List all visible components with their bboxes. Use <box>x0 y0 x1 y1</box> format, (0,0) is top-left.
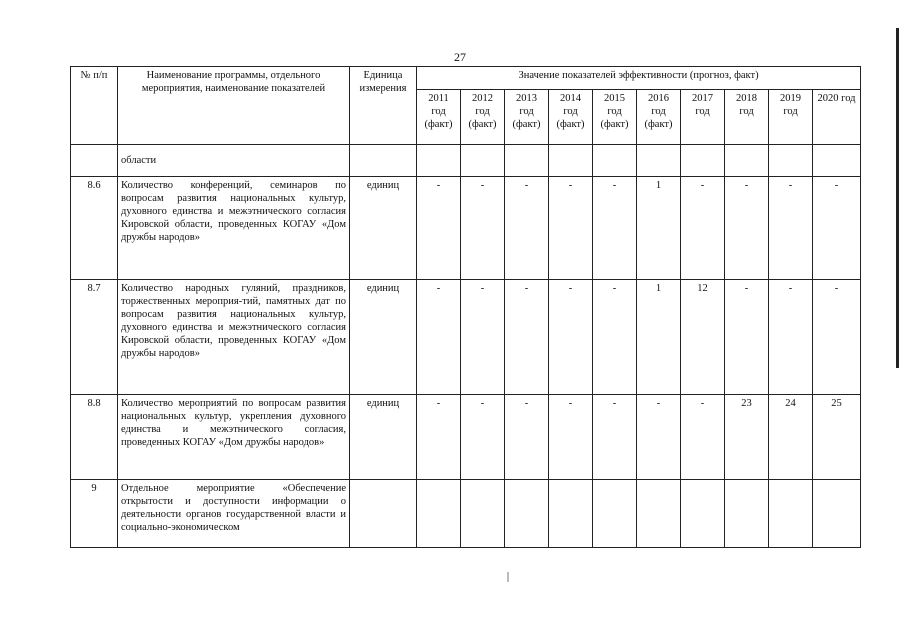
header-year: 2015 год (факт) <box>593 90 637 145</box>
scan-artifact <box>507 572 509 582</box>
row-value <box>637 480 681 548</box>
row-value: - <box>549 280 593 395</box>
header-name: Наименование программы, отдельного мероприятия, наименование показателей <box>118 67 350 145</box>
row-value: - <box>725 280 769 395</box>
header-row-top <box>71 67 861 90</box>
row-value: 1 <box>637 177 681 280</box>
row-value <box>769 480 813 548</box>
row-value: - <box>637 395 681 480</box>
row-name: области <box>118 145 350 177</box>
row-number: 8.8 <box>71 395 118 480</box>
row-value: 12 <box>681 280 725 395</box>
row-name: Количество конференций, семинаров по вопросам развития национальных культур, духовного единства и межэтнического согласия Кировской области, проведенных КОГАУ «Дом дружбы народов» <box>118 177 350 280</box>
header-year: 2017 год <box>681 90 725 145</box>
header-num: № п/п <box>71 67 118 145</box>
table-row <box>71 177 861 280</box>
row-unit: единиц <box>350 280 417 395</box>
row-value: - <box>461 177 505 280</box>
row-value: - <box>813 177 861 280</box>
row-value <box>549 480 593 548</box>
header-year: 2014 год (факт) <box>549 90 593 145</box>
row-name: Отдельное мероприятие «Обеспечение открытости и доступности информации о деятельности органов государственной власти и социально-экономическом <box>118 480 350 548</box>
row-value: - <box>417 395 461 480</box>
row-value: - <box>725 177 769 280</box>
scan-edge-rule <box>896 28 899 368</box>
table-row <box>71 480 861 548</box>
row-value: - <box>593 395 637 480</box>
row-value: 24 <box>769 395 813 480</box>
row-unit: единиц <box>350 395 417 480</box>
row-value <box>593 480 637 548</box>
row-value: - <box>593 177 637 280</box>
row-value: - <box>461 280 505 395</box>
header-year: 2013 год (факт) <box>505 90 549 145</box>
row-number: 9 <box>71 480 118 548</box>
row-value: - <box>417 280 461 395</box>
row-unit <box>350 145 417 177</box>
row-value <box>769 145 813 177</box>
row-value: - <box>681 177 725 280</box>
row-value <box>813 480 861 548</box>
row-value <box>813 145 861 177</box>
row-value: - <box>769 280 813 395</box>
row-value: - <box>549 395 593 480</box>
row-value: - <box>769 177 813 280</box>
row-value <box>593 145 637 177</box>
row-number <box>71 145 118 177</box>
row-value <box>417 145 461 177</box>
row-value: 1 <box>637 280 681 395</box>
row-value: - <box>549 177 593 280</box>
table-row <box>71 145 861 177</box>
row-value <box>681 145 725 177</box>
header-year: 2019 год <box>769 90 813 145</box>
row-value: - <box>505 177 549 280</box>
page-number: 27 <box>454 50 466 64</box>
row-value: - <box>813 280 861 395</box>
header-year: 2012 год (факт) <box>461 90 505 145</box>
row-value <box>637 145 681 177</box>
row-value: - <box>505 395 549 480</box>
indicators-table <box>70 66 861 548</box>
row-unit <box>350 480 417 548</box>
row-value: - <box>461 395 505 480</box>
row-value: 25 <box>813 395 861 480</box>
row-value <box>505 480 549 548</box>
header-year: 2011 год (факт) <box>417 90 461 145</box>
row-value <box>681 480 725 548</box>
row-name: Количество народных гуляний, праздников, торжественных мероприя-тий, памятных дат по вопросам развития национальных культур, духовного единства и межэтнического согласия Кировской области, проведенных КОГАУ «Дом дружбы народов» <box>118 280 350 395</box>
table-row <box>71 280 861 395</box>
row-value <box>461 145 505 177</box>
row-value <box>505 145 549 177</box>
header-year: 2018 год <box>725 90 769 145</box>
row-value: - <box>417 177 461 280</box>
header-unit: Единица измерения <box>350 67 417 145</box>
row-name: Количество мероприятий по вопросам развития национальных культур, укрепления духовного единства и межэтнического согласия, проведенных КОГАУ «Дом дружбы народов» <box>118 395 350 480</box>
row-value: - <box>505 280 549 395</box>
row-value <box>417 480 461 548</box>
table-row <box>71 395 861 480</box>
header-year: 2020 год <box>813 90 861 145</box>
row-unit: единиц <box>350 177 417 280</box>
header-indicator-values: Значение показателей эффективности (прогноз, факт) <box>417 67 861 90</box>
row-value <box>461 480 505 548</box>
row-value <box>725 145 769 177</box>
row-value <box>725 480 769 548</box>
row-value: 23 <box>725 395 769 480</box>
row-value <box>549 145 593 177</box>
row-value: - <box>593 280 637 395</box>
header-year: 2016 год (факт) <box>637 90 681 145</box>
row-number: 8.6 <box>71 177 118 280</box>
row-number: 8.7 <box>71 280 118 395</box>
row-value: - <box>681 395 725 480</box>
